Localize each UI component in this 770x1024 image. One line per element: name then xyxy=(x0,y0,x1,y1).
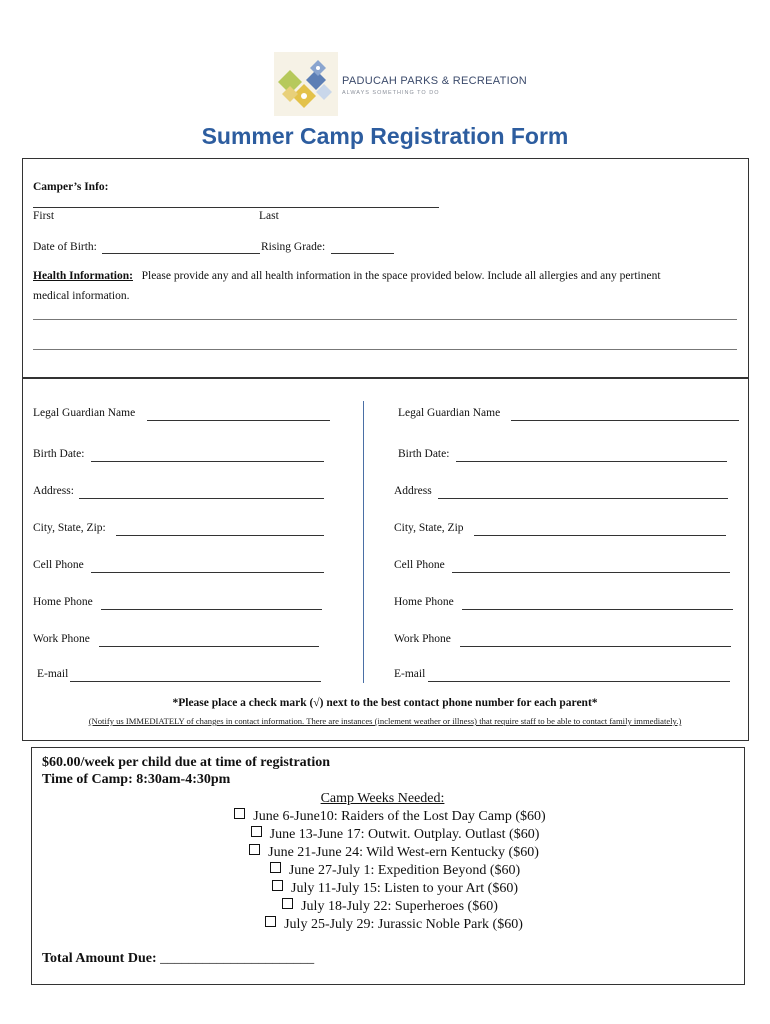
guardian2-cell-label: Cell Phone xyxy=(394,559,445,571)
dob-field[interactable] xyxy=(102,253,260,254)
camp-week-option[interactable] xyxy=(0,898,770,915)
camp-time-text: Time of Camp: 8:30am-4:30pm xyxy=(42,772,231,787)
guardian2-name-field[interactable] xyxy=(511,420,739,421)
guardian2-address-label: Address xyxy=(394,485,432,497)
rising-grade-label: Rising Grade: xyxy=(261,241,326,253)
camp-week-label: July 25-July 29: Jurassic Noble Park ($60) xyxy=(284,917,523,932)
camp-week-option[interactable] xyxy=(0,916,770,933)
week-checkbox[interactable] xyxy=(234,808,245,819)
guardian1-name-field[interactable] xyxy=(147,420,330,421)
total-amount-row xyxy=(42,951,314,967)
guardian1-city-label: City, State, Zip: xyxy=(33,522,106,534)
rising-grade-field[interactable] xyxy=(331,253,394,254)
week-checkbox[interactable] xyxy=(265,916,276,927)
health-info-text-cont: medical information. xyxy=(33,290,130,302)
week-checkbox[interactable] xyxy=(272,880,283,891)
week-checkbox[interactable] xyxy=(249,844,260,855)
first-name-label: First xyxy=(33,210,55,222)
guardian2-work-field[interactable] xyxy=(460,646,731,647)
guardian1-birth-label: Birth Date: xyxy=(33,448,85,460)
camp-week-option[interactable] xyxy=(0,808,770,825)
paducah-parks-logo xyxy=(272,50,528,118)
guardian2-birth-label: Birth Date: xyxy=(398,448,450,460)
guardian1-city-field[interactable] xyxy=(116,535,324,536)
guardian1-cell-label: Cell Phone xyxy=(33,559,84,571)
guardian2-name-label: Legal Guardian Name xyxy=(398,407,501,419)
guardian2-birth-field[interactable] xyxy=(456,461,727,462)
guardian2-email-label: E-mail xyxy=(394,668,426,680)
guardian2-work-label: Work Phone xyxy=(394,633,451,645)
guardian2-email-field[interactable] xyxy=(428,681,730,682)
guardian1-address-field[interactable] xyxy=(79,498,324,499)
logo-tagline: ALWAYS SOMETHING TO DO xyxy=(342,90,440,96)
guardian-info-section xyxy=(22,377,749,741)
guardian1-cell-field[interactable] xyxy=(91,572,324,573)
guardian1-home-label: Home Phone xyxy=(33,596,93,608)
guardian1-email-label: E-mail xyxy=(37,668,69,680)
guardian1-home-field[interactable] xyxy=(101,609,322,610)
camp-week-label: July 18-July 22: Superheroes ($60) xyxy=(301,899,498,914)
last-name-label: Last xyxy=(259,210,279,222)
guardian1-address-label: Address: xyxy=(33,485,74,497)
camp-week-label: June 27-July 1: Expedition Beyond ($60) xyxy=(288,863,521,878)
guardian1-email-field[interactable] xyxy=(70,681,321,682)
health-info-row xyxy=(33,270,661,282)
guardian2-city-label: City, State, Zip xyxy=(394,522,464,534)
health-info-line-2[interactable] xyxy=(33,349,737,350)
camp-week-option[interactable] xyxy=(0,844,770,861)
guardian2-cell-field[interactable] xyxy=(452,572,730,573)
camp-week-option[interactable] xyxy=(0,862,770,879)
guardian2-home-label: Home Phone xyxy=(394,596,454,608)
guardian2-home-field[interactable] xyxy=(462,609,733,610)
dob-label: Date of Birth: xyxy=(33,241,97,253)
total-amount-field[interactable]: ______________________ xyxy=(160,951,315,966)
week-checkbox[interactable] xyxy=(282,898,293,909)
page-title: Summer Camp Registration Form xyxy=(201,123,569,149)
guardian1-work-label: Work Phone xyxy=(33,633,90,645)
camp-week-label: June 13-June 17: Outwit. Outplay. Outlast ($60) xyxy=(269,827,540,842)
camp-weeks-heading: Camp Weeks Needed: xyxy=(320,791,445,806)
guardian1-work-field[interactable] xyxy=(99,646,319,647)
guardian-column-divider xyxy=(363,401,364,683)
camp-week-label: June 21-June 24: Wild West-ern Kentucky ($60) xyxy=(268,845,539,860)
logo-emblem-icon xyxy=(272,50,340,118)
week-checkbox[interactable] xyxy=(251,826,262,837)
health-info-text: Please provide any and all health information in the space provided below. Include all allergies and any pertinent xyxy=(141,270,661,282)
camp-week-option[interactable] xyxy=(0,880,770,897)
guardian1-birth-field[interactable] xyxy=(91,461,324,462)
campers-info-heading: Camper’s Info: xyxy=(33,181,109,193)
notify-note: (Notify us IMMEDIATELY of changes in contact information. There are instances (inclement weather or illness) that require staff to be able to contact family immediately.) xyxy=(88,716,682,726)
week-checkbox[interactable] xyxy=(270,862,281,873)
guardian2-address-field[interactable] xyxy=(438,498,728,499)
health-info-label: Health Information: xyxy=(33,270,133,282)
camp-week-label: June 6-June10: Raiders of the Lost Day Camp ($60) xyxy=(253,809,546,824)
camp-week-option[interactable] xyxy=(0,826,770,843)
camper-name-field[interactable] xyxy=(33,207,439,208)
check-mark-instruction: *Please place a check mark (√) next to the best contact phone number for each parent* xyxy=(172,697,598,709)
camp-week-label: July 11-July 15: Listen to your Art ($60) xyxy=(291,881,518,896)
guardian2-city-field[interactable] xyxy=(474,535,726,536)
health-info-line-1[interactable] xyxy=(33,319,737,320)
total-amount-label: Total Amount Due: xyxy=(42,951,157,966)
camper-info-section xyxy=(22,158,749,379)
logo-name: PADUCAH PARKS & RECREATION xyxy=(342,75,528,87)
fee-text: $60.00/week per child due at time of registration xyxy=(42,755,331,770)
guardian1-name-label: Legal Guardian Name xyxy=(33,407,136,419)
